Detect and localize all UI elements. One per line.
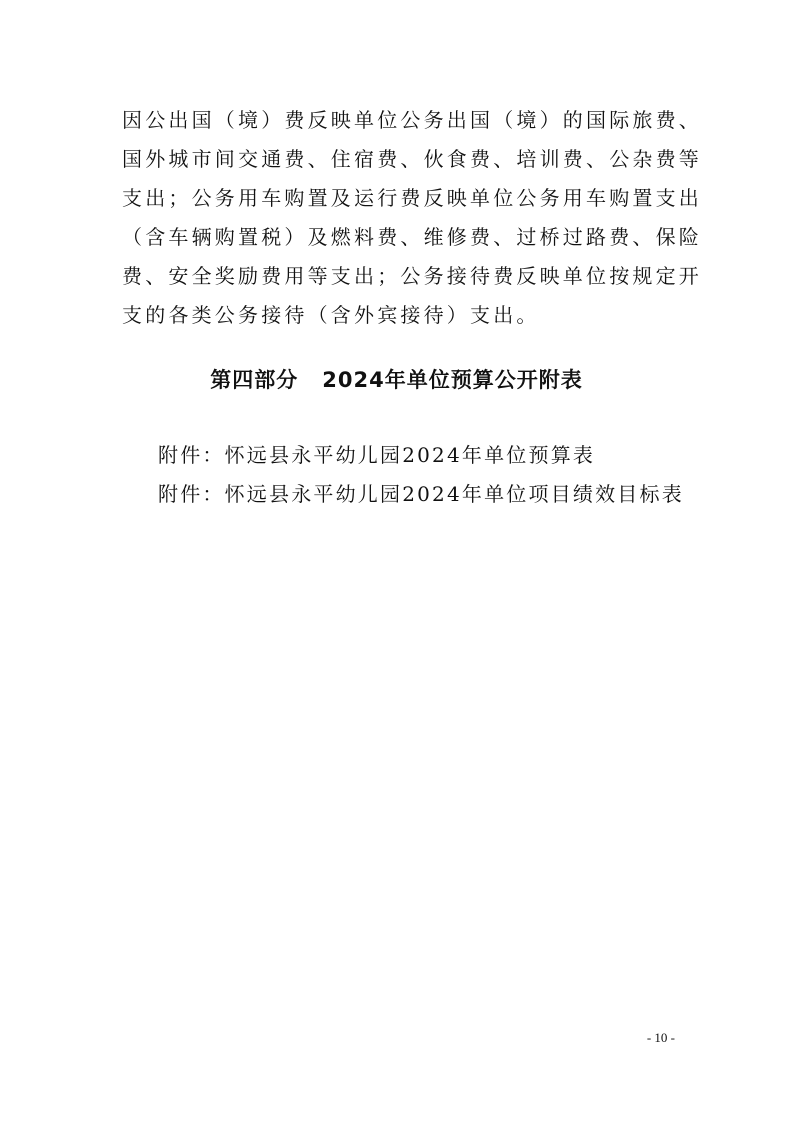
- body-paragraph-line: 因公出国（境）费反映单位公务出国（境）的国际旅费、: [122, 108, 702, 132]
- body-paragraph-line: 国外城市间交通费、住宿费、伙食费、培训费、公杂费等: [122, 147, 702, 171]
- section-heading: [0, 366, 793, 394]
- section-title: 2024年单位预算公开附表: [322, 368, 583, 392]
- attachment-item: 附件：怀远县永平幼儿园2024年单位项目绩效目标表: [158, 482, 684, 506]
- body-paragraph-line: 支的各类公务接待（含外宾接待）支出。: [122, 303, 540, 327]
- page-number: - 10 -: [646, 1030, 675, 1045]
- section-part-label: 第四部分: [210, 368, 299, 392]
- body-paragraph-line: 支出；公务用车购置及运行费反映单位公务用车购置支出: [122, 186, 702, 210]
- body-paragraph-line: 费、安全奖励费用等支出；公务接待费反映单位按规定开: [122, 264, 702, 288]
- body-paragraph-line: （含车辆购置税）及燃料费、维修费、过桥过路费、保险: [122, 225, 702, 249]
- attachment-item: 附件：怀远县永平幼儿园2024年单位预算表: [158, 443, 596, 467]
